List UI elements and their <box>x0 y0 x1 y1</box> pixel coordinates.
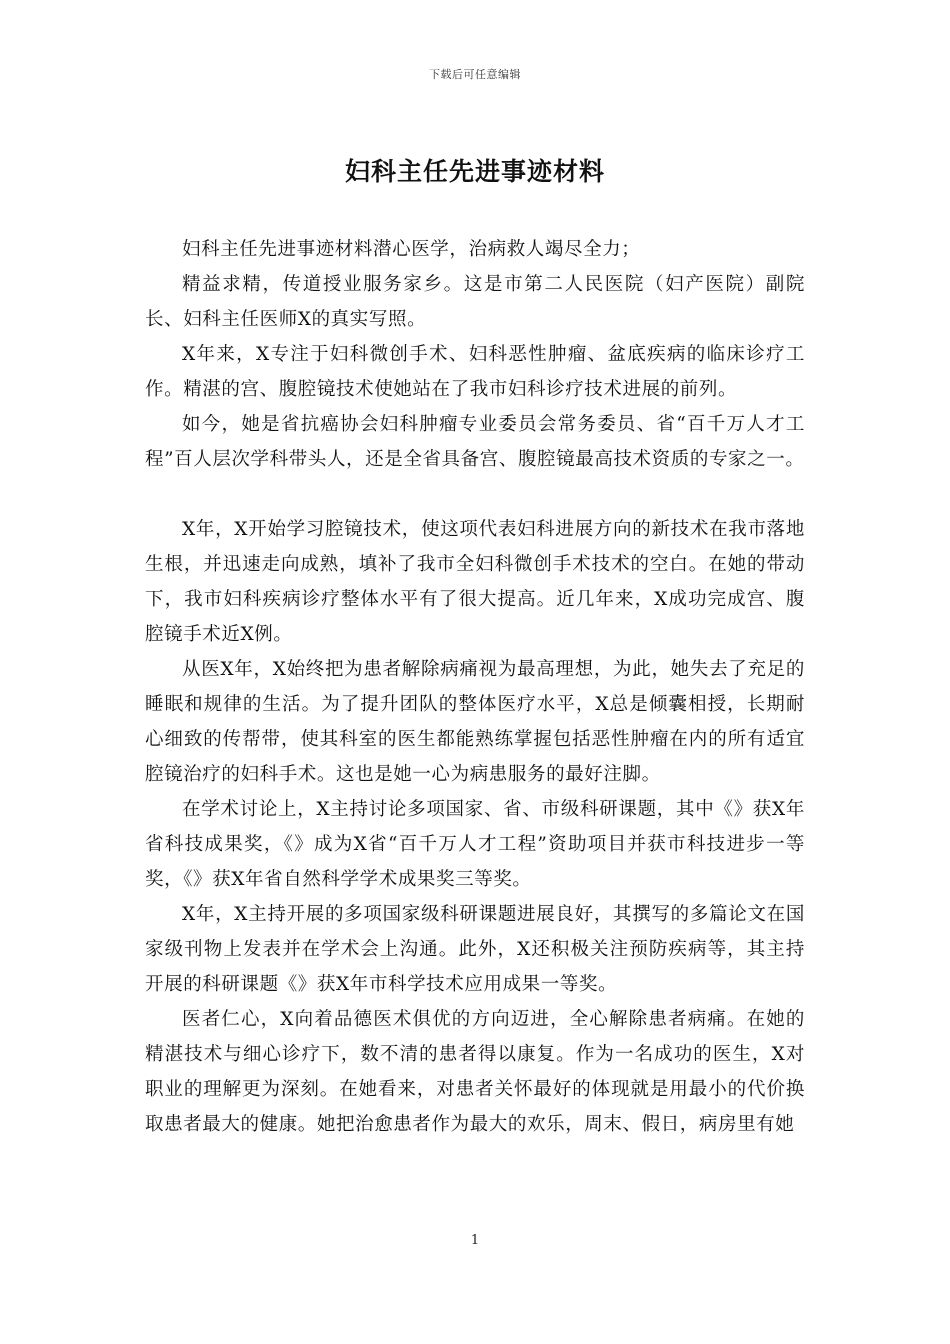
paragraph: 精益求精，传道授业服务家乡。这是市第二人民医院（妇产医院）副院长、妇科主任医师X的真实写照。 <box>145 274 805 330</box>
paragraph: 在学术讨论上，X主持讨论多项国家、省、市级科研课题，其中《》获X年省科技成果奖，《》成为X省“百千万人才工程”资助项目并获市科技进步一等奖，《》获X年省自然科学学术成果奖三等奖。 <box>145 799 805 890</box>
paragraph: 从医X年，X始终把为患者解除病痛视为最高理想，为此，她失去了充足的睡眠和规律的生活。为了提升团队的整体医疗水平，X总是倾囊相授，长期耐心细致的传帮带，使其科室的医生都能熟练掌握包括恶性肿瘤在内的所有适宜腔镜治疗的妇科手术。这也是她一心为病患服务的最好注脚。 <box>145 659 805 785</box>
page-number: 1 <box>470 1233 480 1248</box>
document-title: 妇科主任先进事迹材料 <box>344 157 605 186</box>
paragraph: 医者仁心，X向着品德医术俱优的方向迈进，全心解除患者病痛。在她的精湛技术与细心诊疗下，数不清的患者得以康复。作为一名成功的医生，X对职业的理解更为深刻。在她看来，对患者关怀最好的体现就是用最小的代价换取患者最大的健康。她把治愈患者作为最大的欢乐，周末、假日，病房里有她 <box>145 1009 805 1135</box>
paragraph: X年来，X专注于妇科微创手术、妇科恶性肿瘤、盆底疾病的临床诊疗工作。精湛的宫、腹腔镜技术使她站在了我市妇科诊疗技术进展的前列。 <box>145 344 805 400</box>
paragraph: X年，X开始学习腔镜技术，使这项代表妇科进展方向的新技术在我市落地生根，并迅速走向成熟，填补了我市全妇科微创手术技术的空白。在她的带动下，我市妇科疾病诊疗整体水平有了很大提高。近几年来，X成功完成宫、腹腔镜手术近X例。 <box>145 519 805 645</box>
header-note: 下载后可任意编辑 <box>429 68 521 81</box>
document-body <box>145 232 805 1142</box>
paragraph-gap <box>145 477 805 512</box>
paragraph: 妇科主任先进事迹材料潜心医学，治病救人竭尽全力； <box>182 239 641 260</box>
paragraph: X年，X主持开展的多项国家级科研课题进展良好，其撰写的多篇论文在国家级刊物上发表并在学术会上沟通。此外，X还积极关注预防疾病等，其主持开展的科研课题《》获X年市科学技术应用成果一等奖。 <box>145 904 805 995</box>
paragraph: 如今，她是省抗癌协会妇科肿瘤专业委员会常务委员、省“百千万人才工程”百人层次学科带头人，还是全省具备宫、腹腔镜最高技术资质的专家之一。 <box>145 414 805 470</box>
